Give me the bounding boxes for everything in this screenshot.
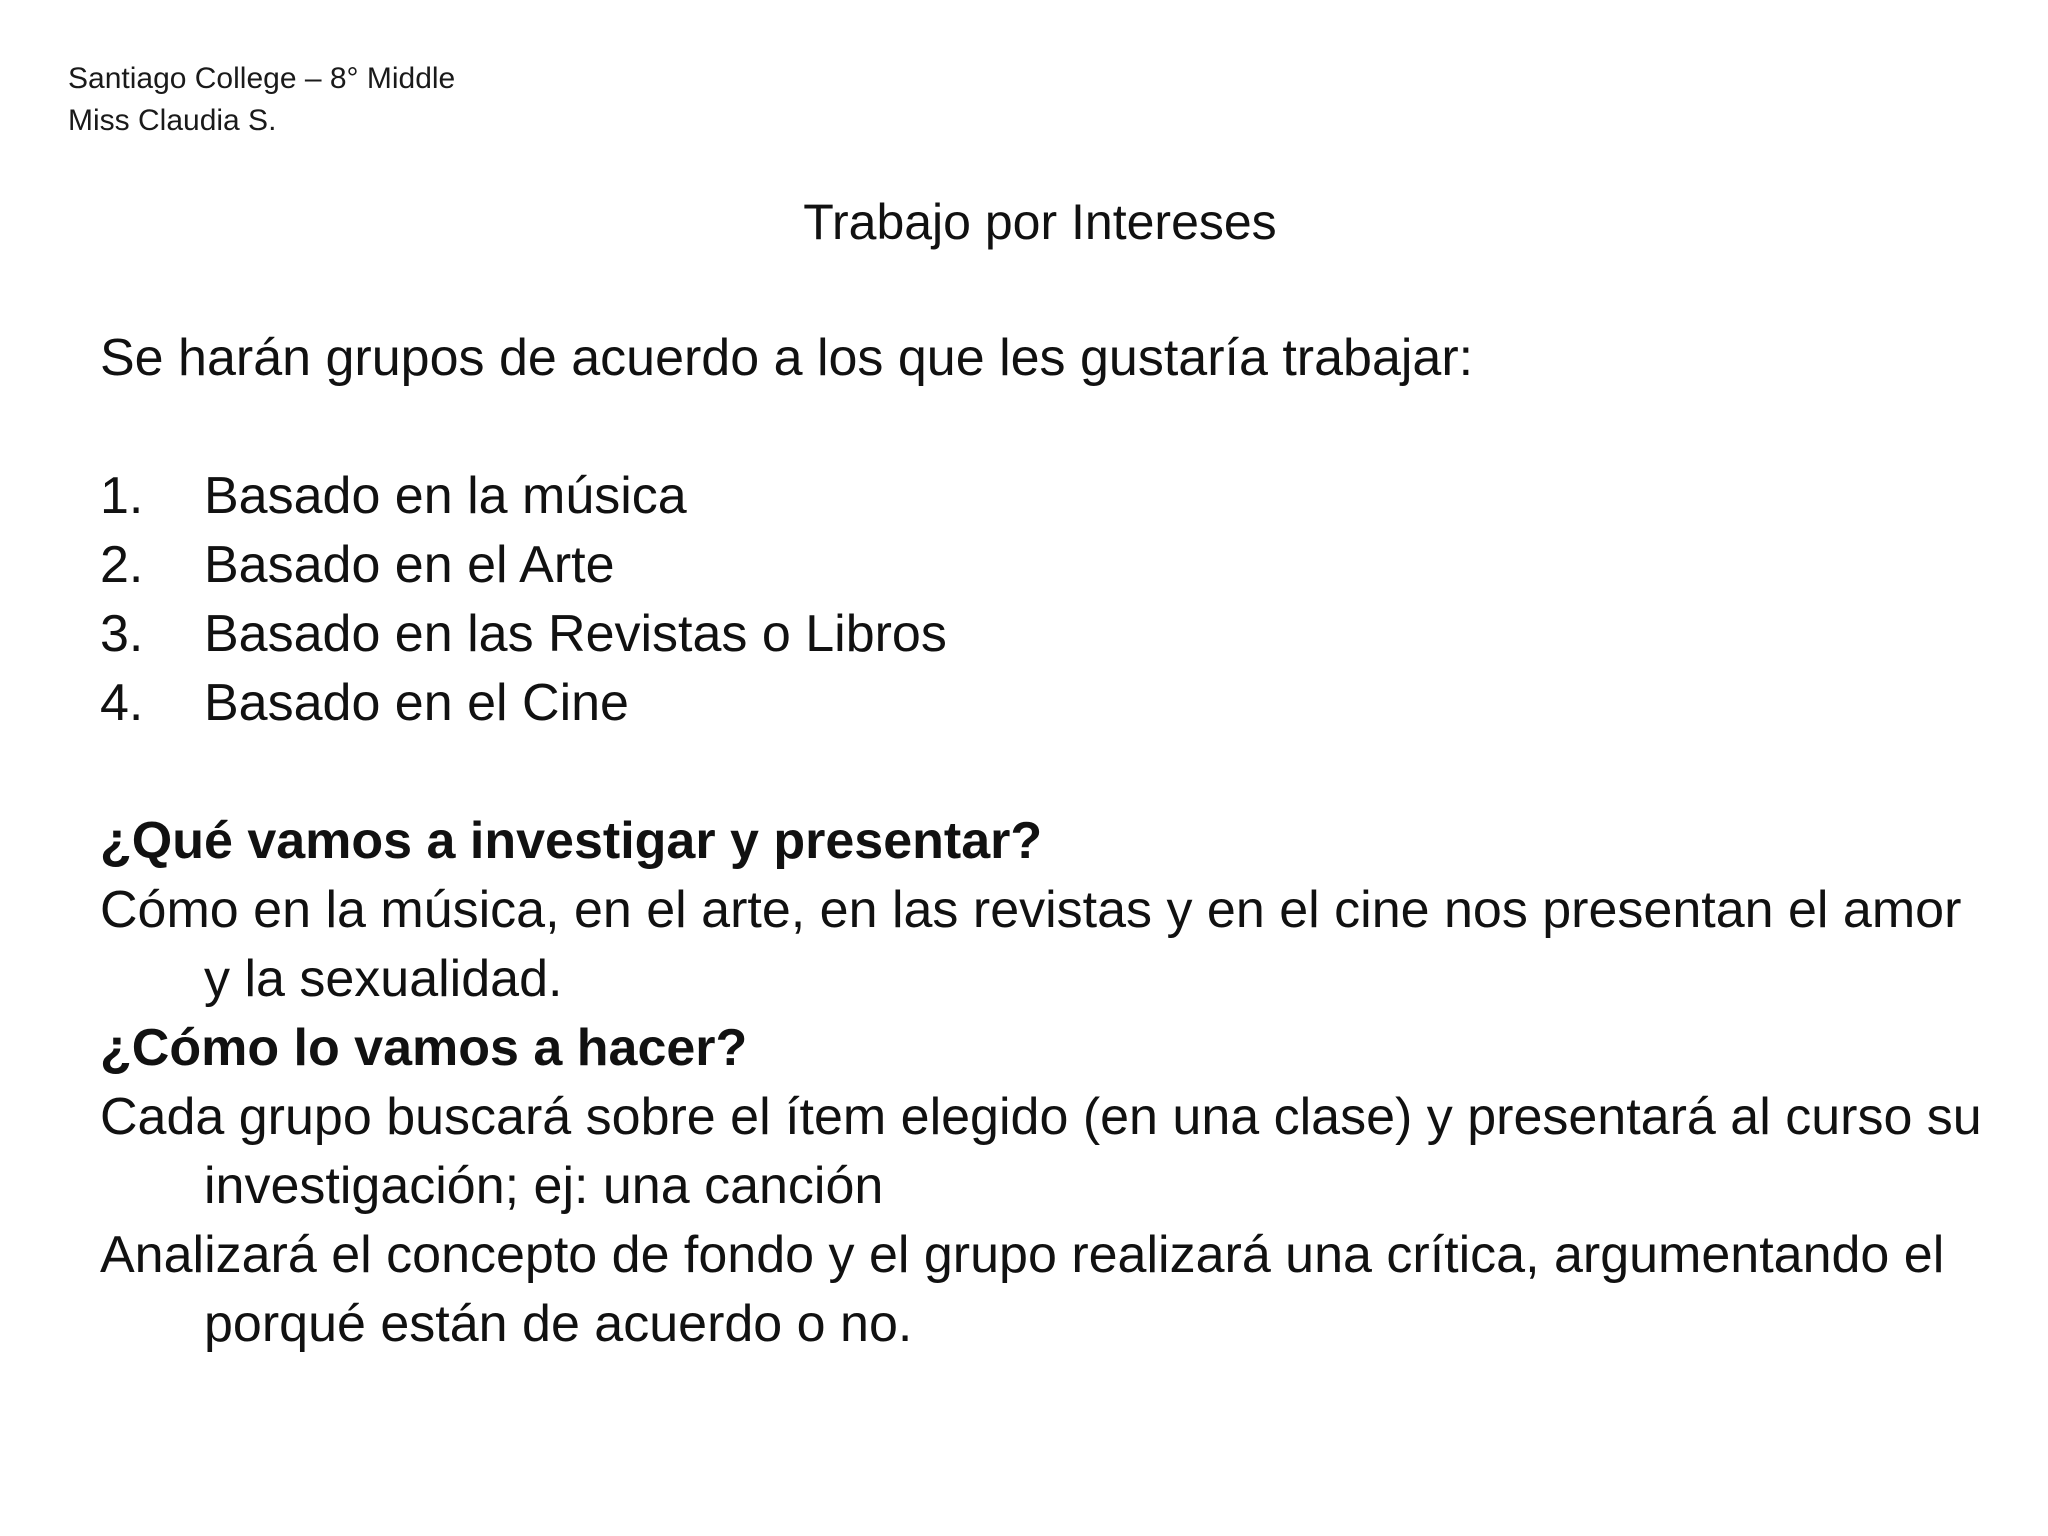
intro-text: Se harán grupos de acuerdo a los que les gustaría trabajar: (100, 329, 1474, 387)
interest-list (100, 462, 1980, 738)
page-title: Trabajo por Intereses (803, 194, 1277, 250)
section-text-how-p1-line2: investigación; ej: una canción (204, 1157, 884, 1215)
list-number: 3. (100, 605, 144, 663)
section-heading-what: ¿Qué vamos a investigar y presentar? (100, 812, 1043, 870)
list-item (100, 600, 1980, 669)
list-text: Basado en la música (204, 467, 687, 525)
section-text-what-line1: Cómo en la música, en el arte, en las revistas y en el cine nos presentan el amor (100, 881, 1962, 939)
list-number: 2. (100, 536, 144, 594)
spacer (100, 393, 1980, 462)
section-text-how-p2-line1: Analizará el concepto de fondo y el grupo realizará una crítica, argumentando el (100, 1226, 1945, 1284)
list-text: Basado en las Revistas o Libros (204, 605, 947, 663)
header-school: Santiago College – 8° Middle (68, 62, 456, 95)
section-heading-how: ¿Cómo lo vamos a hacer? (100, 1019, 748, 1077)
content-body (100, 324, 1980, 1359)
list-text: Basado en el Cine (204, 674, 629, 732)
list-number: 1. (100, 467, 144, 525)
header-block (68, 58, 455, 142)
section-text-how-p1-line1: Cada grupo buscará sobre el ítem elegido (en una clase) y presentará al curso su (100, 1088, 1982, 1146)
header-teacher: Miss Claudia S. (68, 104, 277, 137)
list-item (100, 462, 1980, 531)
list-item (100, 531, 1980, 600)
list-item (100, 669, 1980, 738)
section-text-what-line2: y la sexualidad. (204, 950, 563, 1008)
list-number: 4. (100, 674, 144, 732)
section-text-how-p2-line2: porqué están de acuerdo o no. (204, 1295, 913, 1353)
spacer (100, 738, 1980, 807)
list-text: Basado en el Arte (204, 536, 615, 594)
